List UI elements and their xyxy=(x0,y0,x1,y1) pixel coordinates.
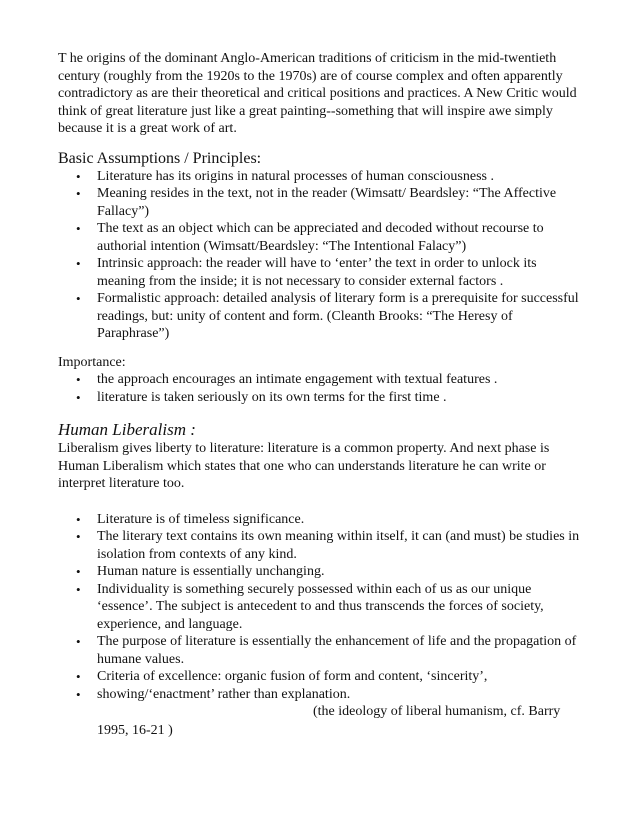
list-item-text: The text as an object which can be appreciated and decoded without recourse to authorial intention (Wimsatt/Beardsley: “The Intentional Falacy”) xyxy=(97,221,544,254)
list-item xyxy=(58,168,588,186)
list-item-text: showing/‘enactment’ rather than explanation. xyxy=(97,686,351,702)
bullet-icon: • xyxy=(76,686,81,702)
document-page xyxy=(58,50,588,738)
list-item-text: Meaning resides in the text, not in the reader (Wimsatt/ Beardsley: “The Affective Fallacy”) xyxy=(97,186,557,219)
list-item xyxy=(58,511,588,529)
citation xyxy=(58,703,588,738)
list-item-text: Human nature is essentially unchanging. xyxy=(97,564,325,579)
liberalism-title: Human Liberalism : xyxy=(58,420,196,439)
list-item xyxy=(58,633,588,668)
bullet-icon: • xyxy=(76,256,81,271)
importance-heading: Importance: xyxy=(58,354,126,370)
list-item xyxy=(58,371,588,389)
list-item xyxy=(58,528,588,563)
liberalism-intro: Liberalism gives liberty to literature: literature is a common property. And next phase is Human Liberalism which states that one who can understands literature he can write or interpret literature too. xyxy=(58,441,550,491)
list-item xyxy=(58,563,588,581)
list-item xyxy=(58,389,588,407)
list-item-text: Criteria of excellence: organic fusion of form and content, ‘sincerity’, xyxy=(97,669,488,684)
bullet-icon: • xyxy=(76,669,81,684)
importance-list xyxy=(58,371,588,406)
bullet-icon: • xyxy=(76,372,81,387)
list-item xyxy=(58,668,588,686)
bullet-icon: • xyxy=(76,564,81,579)
list-item-text: Intrinsic approach: the reader will have to ‘enter’ the text in order to unlock its meaning from the inside; it is not necessary to consider external factors . xyxy=(97,256,537,289)
list-item xyxy=(58,185,588,220)
citation-line-2: 1995, 16-21 ) xyxy=(97,723,173,738)
assumptions-list xyxy=(58,168,588,343)
assumptions-heading: Basic Assumptions / Principles: xyxy=(58,149,262,167)
list-item xyxy=(58,290,588,343)
bullet-icon: • xyxy=(76,186,81,201)
bullet-icon: • xyxy=(76,168,81,184)
list-item-text: Individuality is something securely possessed within each of us as our unique ‘essence’. The subject is antecedent to and thus transcends the forces of society, experience, and language. xyxy=(97,581,544,632)
bullet-icon: • xyxy=(76,389,81,405)
list-item xyxy=(58,220,588,255)
bullet-icon: • xyxy=(76,581,81,597)
list-item-text: The literary text contains its own meaning within itself, it can (and must) be studies in isolation from contexts of any kind. xyxy=(97,529,580,562)
list-item-text: the approach encourages an intimate engagement with textual features . xyxy=(97,372,498,387)
liberalism-list xyxy=(58,511,588,704)
bullet-icon: • xyxy=(76,634,81,649)
list-item xyxy=(58,686,588,704)
bullet-icon: • xyxy=(76,511,81,527)
list-item-text: Formalistic approach: detailed analysis of literary form is a prerequisite for successful readings, but: unity of content and form. (Cleanth Brooks: “The Heresy of Paraphrase”) xyxy=(97,291,579,341)
intro-paragraph: T he origins of the dominant Anglo-American traditions of criticism in the mid-twentieth century (roughly from the 1920s to the 1970s) are of course complex and often apparently contradictory as are their theoretical and critical positions and practices. A New Critic would think of great literature just like a great painting--something that will inspire awe simply because it is a great work of art. xyxy=(58,51,577,136)
list-item-text: The purpose of literature is essentially the enhancement of life and the propagation of humane values. xyxy=(97,634,577,667)
bullet-icon: • xyxy=(76,529,81,544)
list-item xyxy=(58,255,588,290)
list-item xyxy=(58,581,588,634)
bullet-icon: • xyxy=(76,291,81,306)
list-item-text: literature is taken seriously on its own terms for the first time . xyxy=(97,389,447,405)
bullet-icon: • xyxy=(76,221,81,236)
citation-line-1: (the ideology of liberal humanism, cf. Barry xyxy=(313,704,561,719)
list-item-text: Literature is of timeless significance. xyxy=(97,511,305,527)
list-item-text: Literature has its origins in natural processes of human consciousness . xyxy=(97,168,494,184)
